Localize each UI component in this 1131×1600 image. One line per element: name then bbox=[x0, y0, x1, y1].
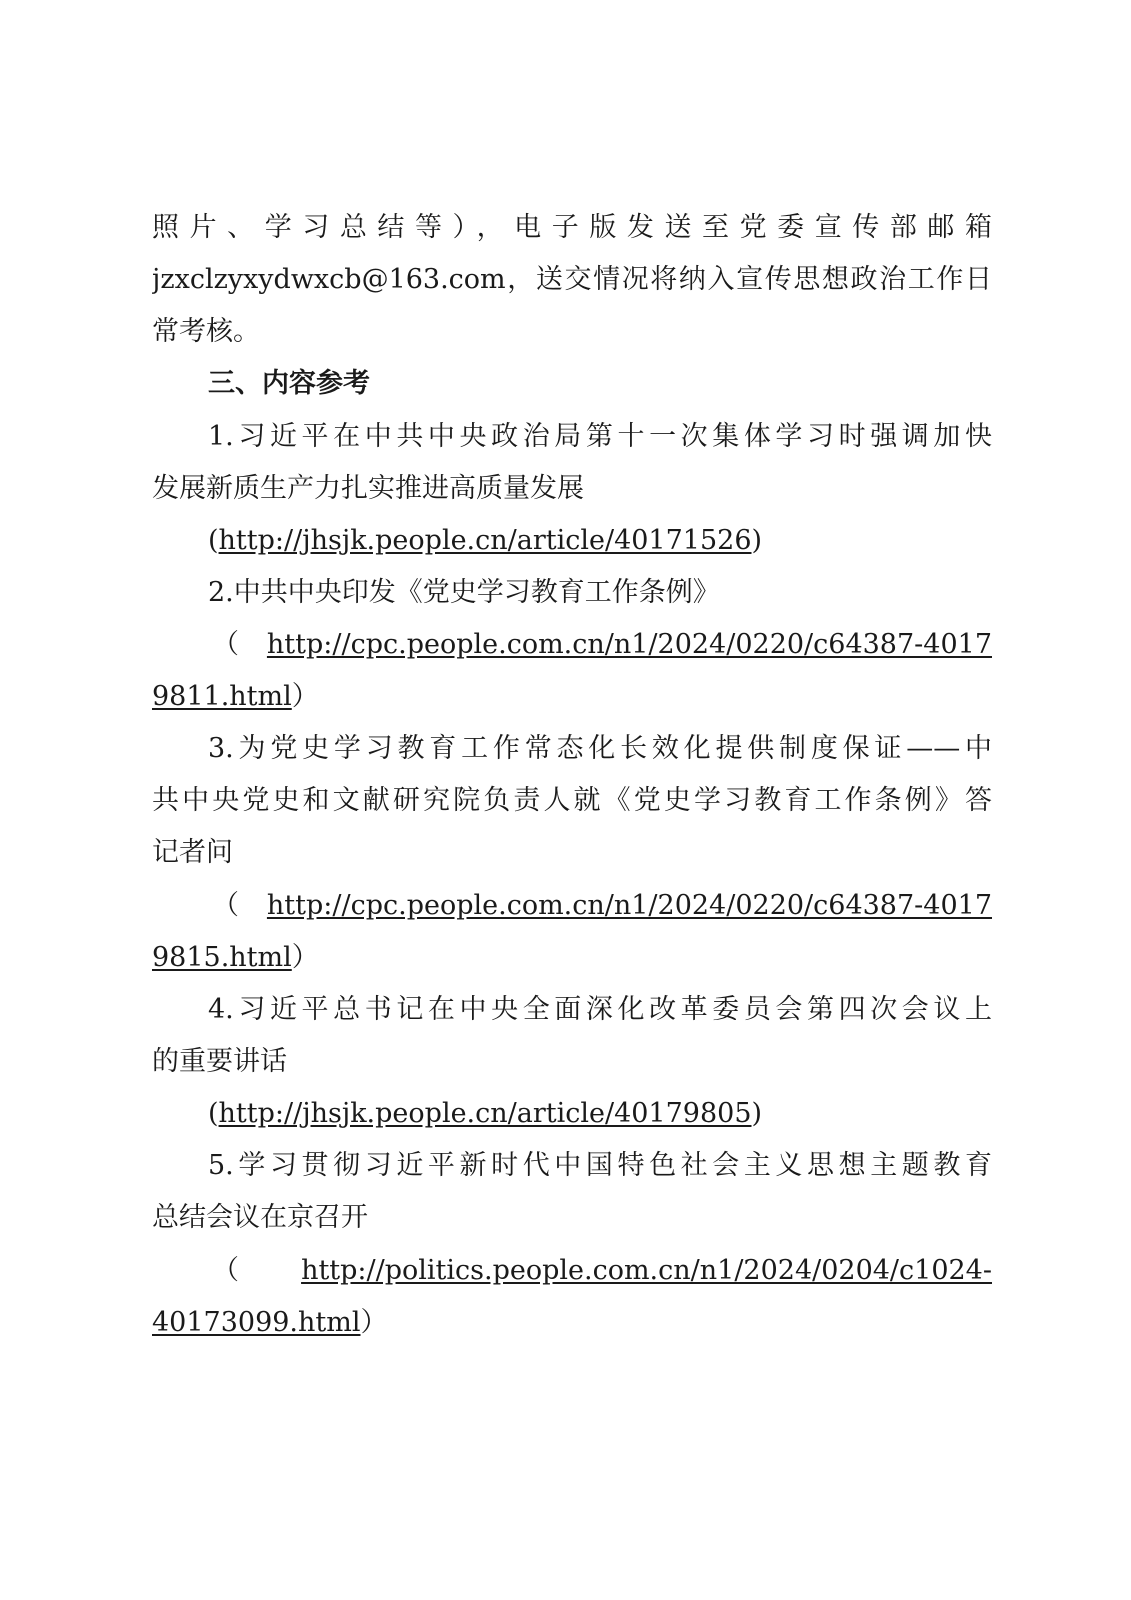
reference-5-link-line-1 bbox=[212, 1245, 992, 1297]
reference-5-link-line-2 bbox=[152, 1297, 992, 1349]
reference-3-link-line-1 bbox=[212, 880, 992, 932]
reference-3-link-part-2[interactable]: 9815.html bbox=[152, 942, 292, 973]
reference-2-link-line-2 bbox=[152, 671, 992, 723]
reference-1-link-line bbox=[208, 515, 992, 567]
reference-2-link-close: ） bbox=[291, 681, 319, 712]
reference-5-link-close: ） bbox=[360, 1307, 388, 1338]
reference-1-link-close: ) bbox=[751, 525, 763, 556]
reference-2-link-part-1[interactable]: http://cpc.people.com.cn/n1/2024/0220/c64387-4017 bbox=[266, 629, 992, 660]
reference-1-link-open: ( bbox=[208, 525, 219, 556]
reference-1-title-line-2: 发展新质生产力扎实推进高质量发展 bbox=[152, 473, 584, 504]
reference-5-link-part-2[interactable]: 40173099.html bbox=[152, 1307, 361, 1338]
reference-1-link[interactable]: http://jhsjk.people.cn/article/40171526 bbox=[218, 525, 752, 556]
reference-3-link-open: （ bbox=[212, 890, 267, 921]
intro-line-2: jzxclzyxydwxcb@163.com，送交情况将纳入宣传思想政治工作日 bbox=[152, 264, 992, 295]
reference-1-title-line-1: 1.习近平在中共中央政治局第十一次集体学习时强调加快 bbox=[208, 421, 992, 452]
intro-line-1: 照片、学习总结等），电子版发送至党委宣传部邮箱 bbox=[152, 212, 992, 243]
reference-2-link-line-1 bbox=[212, 619, 992, 671]
reference-4-link[interactable]: http://jhsjk.people.cn/article/40179805 bbox=[218, 1098, 752, 1129]
reference-2-link-open: （ bbox=[212, 629, 267, 660]
reference-4-link-open: ( bbox=[208, 1098, 219, 1129]
section-heading: 三、内容参考 bbox=[208, 368, 370, 399]
reference-3-link-line-2 bbox=[152, 932, 992, 984]
reference-3-title-line-2: 共中央党史和文献研究院负责人就《党史学习教育工作条例》答 bbox=[152, 785, 992, 816]
reference-2-link-part-2[interactable]: 9811.html bbox=[152, 681, 292, 712]
reference-4-link-close: ) bbox=[751, 1098, 763, 1129]
reference-5-link-part-1[interactable]: http://politics.people.com.cn/n1/2024/0204/c1024- bbox=[301, 1255, 992, 1286]
reference-5-link-open: （ bbox=[212, 1255, 302, 1286]
reference-5-title-line-2: 总结会议在京召开 bbox=[152, 1202, 368, 1233]
reference-3-title-line-3: 记者问 bbox=[152, 837, 233, 868]
reference-5-title-line-1: 5.学习贯彻习近平新时代中国特色社会主义思想主题教育 bbox=[208, 1150, 992, 1181]
reference-3-link-close: ） bbox=[291, 942, 319, 973]
intro-line-3: 常考核。 bbox=[152, 316, 260, 347]
reference-3-title-line-1: 3.为党史学习教育工作常态化长效化提供制度保证——中 bbox=[208, 733, 992, 764]
reference-3-link-part-1[interactable]: http://cpc.people.com.cn/n1/2024/0220/c64387-4017 bbox=[266, 890, 992, 921]
reference-2-title-line-1: 2.中共中央印发《党史学习教育工作条例》 bbox=[208, 577, 720, 608]
reference-4-link-line bbox=[208, 1088, 992, 1140]
reference-4-title-line-2: 的重要讲话 bbox=[152, 1046, 287, 1077]
reference-4-title-line-1: 4.习近平总书记在中央全面深化改革委员会第四次会议上 bbox=[208, 994, 992, 1025]
